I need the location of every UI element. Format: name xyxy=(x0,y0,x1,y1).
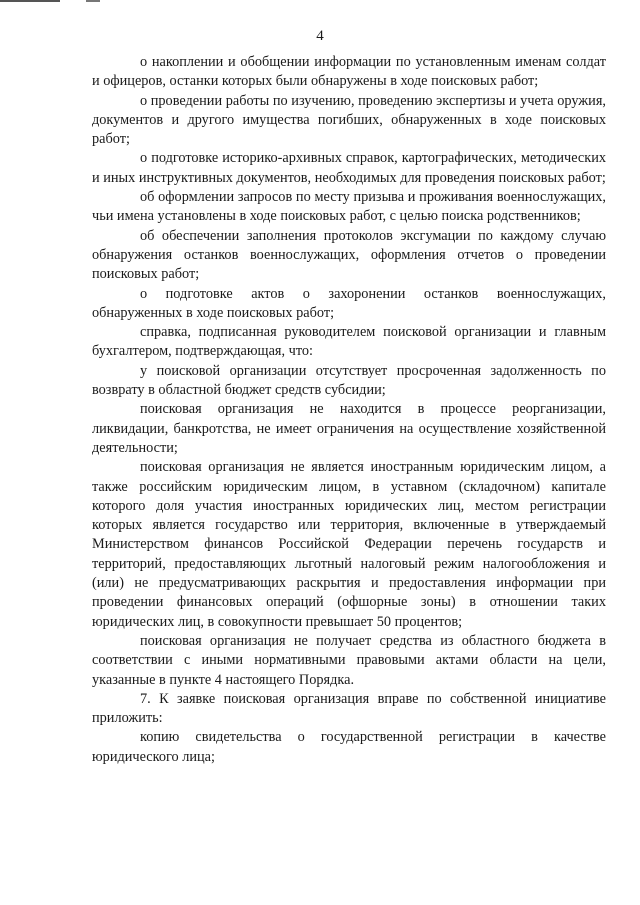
paragraph: о накоплении и обобщении информации по установленным именам солдат и офицеров, останки которых были обнаружены в ходе поисковых работ; xyxy=(92,54,606,90)
paragraph: об обеспечении заполнения протоколов эксгумации по каждому случаю обнаружения останков военнослужащих, оформления отчетов о проведении поисковых работ; xyxy=(92,227,606,283)
document-body xyxy=(92,53,606,767)
paragraph: о подготовке историко-архивных справок, картографических, методических и иных инструктивных документов, необходимых для проведения поисковых работ; xyxy=(92,150,606,186)
paragraph: поисковая организация не находится в процессе реорганизации, ликвидации, банкротства, не имеет ограничения на осуществление хозяйственной деятельности; xyxy=(92,401,606,456)
scan-edge-mark xyxy=(0,0,60,2)
paragraph: копию свидетельства о государственной регистрации в качестве юридического лица; xyxy=(92,729,606,765)
page-number: 4 xyxy=(316,28,324,44)
scan-edge-mark xyxy=(86,0,100,2)
paragraph: о проведении работы по изучению, проведению экспертизы и учета оружия, документов и другого имущества погибших, обнаруженных в ходе поисковых работ; xyxy=(92,92,606,148)
paragraph: 7. К заявке поисковая организация вправе по собственной инициативе приложить: xyxy=(92,690,606,727)
paragraph: об оформлении запросов по месту призыва и проживания военнослужащих, чьи имена установлены в ходе поисковых работ, с целью поиска родственников; xyxy=(92,189,606,225)
paragraph: о подготовке актов о захоронении останков военнослужащих, обнаруженных в ходе поисковых работ; xyxy=(92,285,606,321)
paragraph: справка, подписанная руководителем поисковой организации и главным бухгалтером, подтверждающая, что: xyxy=(92,324,606,360)
paragraph: поисковая организация не является иностранным юридическим лицом, а также российским юридическим лицом, в уставном (складочном) капитале которого доля участия иностранных юридических лиц, местом регистрации которых является государство или территория, включенные в утверждаемый Министерством финансов Российской Федерации перечень государств и территорий, предоставляющих льготный налоговый режим налогообложения и (или) не предусматривающих раскрытия и предоставления информации при проведении финансовых операций (офшорные зоны) в отношении таких юридических лиц, в совокупности превышает 50 процентов; xyxy=(92,459,606,630)
paragraph: у поисковой организации отсутствует просроченная задолженность по возврату в областной бюджет средств субсидии; xyxy=(92,362,606,399)
paragraph: поисковая организация не получает средства из областного бюджета в соответствии с иными нормативными правовыми актами области на цели, указанные в пункте 4 настоящего Порядка. xyxy=(92,632,606,688)
